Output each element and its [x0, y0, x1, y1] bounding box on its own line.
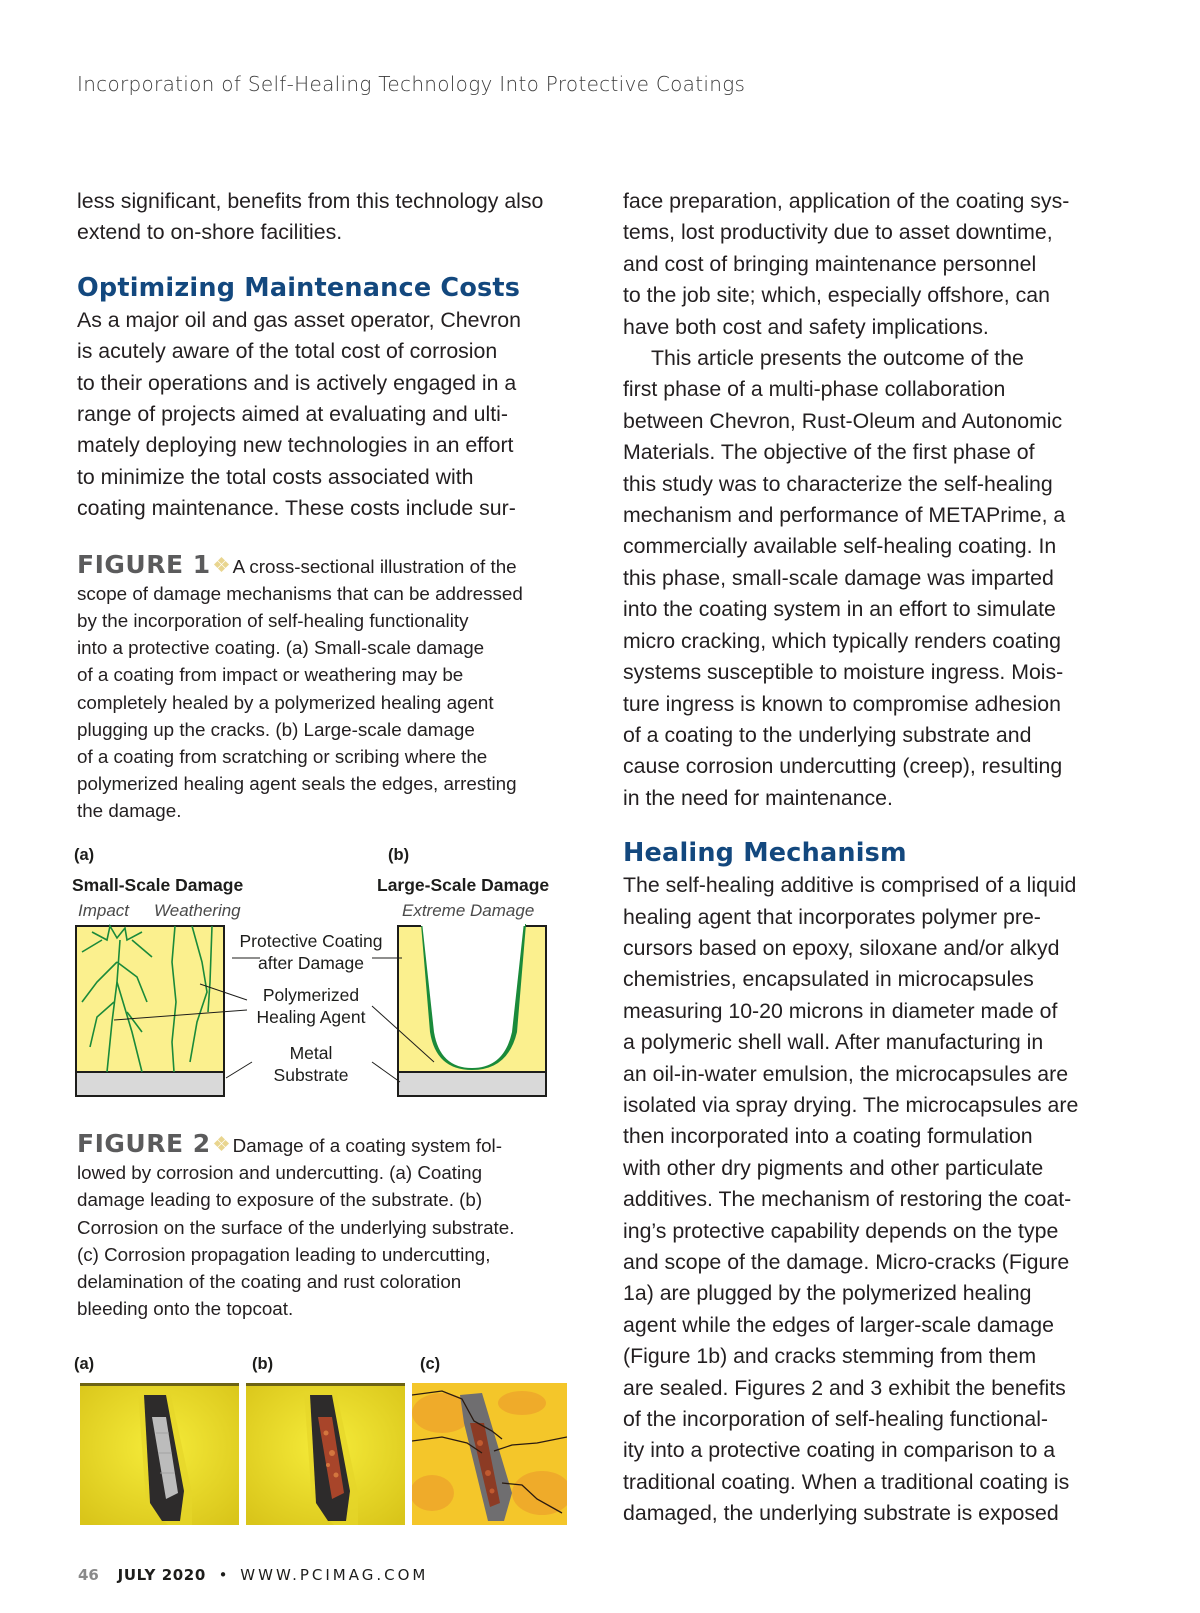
text-line: mately deploying new technologies in an effort: [77, 433, 514, 458]
text-line: and scope of the damage. Micro-cracks (Figure: [623, 1250, 1070, 1274]
text-line: systems susceptible to moisture ingress. Mois-: [623, 660, 1064, 685]
photo-c-letter: (c): [420, 1355, 441, 1373]
figure-1-diagram: [72, 846, 582, 1116]
text-line: in the need for maintenance.: [623, 785, 893, 810]
diamond-ornament-icon: [215, 558, 229, 572]
figure-2-label: FIGURE 2: [77, 1129, 211, 1158]
panel-a-title: Small-Scale Damage: [72, 875, 244, 895]
caption-line: Corrosion on the surface of the underlying substrate.: [77, 1216, 515, 1238]
caption-text: Damage of a coating system fol-: [232, 1135, 502, 1156]
section-heading-optimizing-maintenance-costs: Optimizing Maintenance Costs: [77, 272, 521, 303]
text-line: This article presents the outcome of the: [651, 346, 1024, 371]
caption-line: completely healed by a polymerized healing agent: [77, 691, 494, 713]
text-line: is acutely aware of the total cost of corrosion: [77, 339, 498, 364]
panel-a-letter: (a): [74, 846, 95, 864]
text-line: ity into a protective coating in comparison to a: [623, 1438, 1056, 1463]
caption-line: polymerized healing agent seals the edges, arresting: [77, 773, 517, 795]
caption-line: lowed by corrosion and undercutting. (a) Coating: [77, 1162, 483, 1184]
text-line: range of projects aimed at evaluating and ulti-: [77, 402, 508, 427]
text-line: a polymeric shell wall. After manufacturing in: [623, 1030, 1044, 1055]
text-line: with other dry pigments and other particulate: [623, 1155, 1044, 1180]
figure-2-photos: [72, 1355, 592, 1535]
metal-substrate-label: Metal Substrate: [273, 1043, 349, 1085]
intro-paragraph: [77, 186, 577, 249]
text-line: to minimize the total costs associated with: [77, 464, 474, 489]
text-line: cause corrosion undercutting (creep), resulting: [623, 754, 1063, 779]
right-column: [623, 186, 1128, 1530]
text-line: between Chevron, Rust-Oleum and Autonomic: [623, 408, 1063, 433]
text-line: this study was to characterize the self-healing: [623, 471, 1053, 496]
caption-line: scope of damage mechanisms that can be addressed: [77, 582, 523, 604]
text-line: Materials. The objective of the first phase of: [623, 440, 1035, 465]
panel-b-letter: (b): [388, 846, 410, 864]
caption-text: A cross-sectional illustration of the: [232, 555, 517, 577]
text-line: this phase, small-scale damage was imparted: [623, 565, 1054, 590]
text-line: extend to on-shore facilities.: [77, 220, 343, 245]
text-line: additives. The mechanism of restoring the coat-: [623, 1187, 1072, 1212]
protective-coating-label: Protective Coating after Damage: [239, 931, 383, 973]
text-line: and cost of bringing maintenance personnel: [623, 251, 1037, 276]
text-line: face preparation, application of the coating sys-: [623, 189, 1070, 213]
text-line: of a coating to the underlying substrate and: [623, 722, 1032, 747]
text-line: to the job site; which, especially offshore, can: [623, 283, 1050, 308]
weathering-label: Weathering: [154, 901, 241, 920]
text-line: As a major oil and gas asset operator, Chevron: [77, 307, 521, 332]
section-heading-healing-mechanism: Healing Mechanism: [623, 838, 907, 869]
text-line: isolated via spray drying. The microcapsules are: [623, 1092, 1079, 1117]
diamond-ornament-icon: [215, 1137, 229, 1151]
figure-1-label: FIGURE 1: [77, 549, 211, 579]
caption-line: the damage.: [77, 800, 182, 822]
left-column: [77, 186, 577, 825]
healing-mechanism-paragraph: [623, 870, 1128, 1530]
text-line: less significant, benefits from this technology also: [77, 189, 544, 213]
text-line: of the incorporation of self-healing functional-: [623, 1407, 1049, 1432]
photo-b-letter: (b): [252, 1355, 274, 1373]
text-line: an oil-in-water emulsion, the microcapsules are: [623, 1061, 1069, 1086]
photo-b-surface-corrosion: [246, 1383, 405, 1525]
text-line: cursors based on epoxy, siloxane and/or alkyd: [623, 935, 1060, 960]
caption-line: by the incorporation of self-healing functionality: [77, 610, 469, 632]
caption-line: damage leading to exposure of the substrate. (b): [77, 1189, 483, 1211]
text-line: mechanism and performance of METAPrime, a: [623, 503, 1066, 528]
healing-agent-label: Polymerized Healing Agent: [256, 985, 366, 1027]
panel-b-title: Large-Scale Damage: [377, 875, 550, 895]
footer-separator: •: [218, 1566, 228, 1584]
text-line: agent while the edges of larger-scale damage: [623, 1312, 1054, 1337]
text-line: damaged, the underlying substrate is exposed: [623, 1501, 1059, 1526]
photo-c-undercutting: [412, 1383, 567, 1525]
text-line: have both cost and safety implications.: [623, 314, 989, 339]
website-url: WWW.PCIMAG.COM: [240, 1566, 429, 1584]
maintenance-costs-paragraph: [77, 305, 577, 525]
extreme-damage-label: Extreme Damage: [402, 901, 535, 920]
caption-line: delamination of the coating and rust coloration: [77, 1271, 462, 1293]
caption-line: bleeding onto the topcoat.: [77, 1298, 294, 1320]
page-footer: [78, 1566, 428, 1584]
caption-line: (c) Corrosion propagation leading to undercutting,: [77, 1243, 491, 1265]
text-line: chemistries, encapsulated in microcapsules: [623, 967, 1034, 992]
text-line: traditional coating. When a traditional coating is: [623, 1469, 1070, 1494]
figure-1-caption: [77, 551, 577, 825]
running-head: Incorporation of Self-Healing Technology Into Protective Coatings: [77, 72, 746, 96]
text-line: (Figure 1b) and cracks stemming from them: [623, 1344, 1037, 1369]
caption-line: into a protective coating. (a) Small-scale damage: [77, 637, 485, 659]
text-line: ing’s protective capability depends on the type: [623, 1218, 1059, 1243]
photo-a-letter: (a): [74, 1355, 95, 1373]
article-overview-paragraph: [623, 343, 1128, 814]
text-line: are sealed. Figures 2 and 3 exhibit the benefits: [623, 1375, 1066, 1400]
text-line: to their operations and is actively engaged in a: [77, 370, 517, 395]
text-line: measuring 10-20 microns in diameter made of: [623, 998, 1058, 1023]
page-number: 46: [78, 1566, 99, 1584]
text-line: then incorporated into a coating formulation: [623, 1124, 1033, 1149]
text-line: into the coating system in an effort to simulate: [623, 597, 1056, 622]
caption-line: of a coating from impact or weathering may be: [77, 664, 464, 686]
text-line: commercially available self-healing coating. In: [623, 534, 1057, 559]
figure-2-caption: [77, 1130, 577, 1322]
text-line: healing agent that incorporates polymer pre-: [623, 904, 1041, 929]
caption-line: of a coating from scratching or scribing where the: [77, 746, 488, 768]
text-line: first phase of a multi-phase collaboration: [623, 377, 1006, 402]
text-line: micro cracking, which typically renders coating: [623, 628, 1061, 653]
costs-continued-paragraph: [623, 186, 1128, 343]
text-line: ture ingress is known to compromise adhesion: [623, 691, 1061, 716]
issue-date: JULY 2020: [117, 1566, 206, 1584]
impact-label: Impact: [78, 901, 130, 920]
text-line: tems, lost productivity due to asset downtime,: [623, 220, 1053, 245]
caption-line: plugging up the cracks. (b) Large-scale damage: [77, 718, 475, 740]
text-line: coating maintenance. These costs include sur-: [77, 496, 516, 521]
text-line: The self-healing additive is comprised of a liquid: [623, 873, 1077, 898]
photo-a-coating-damage: [80, 1383, 239, 1525]
text-line: 1a) are plugged by the polymerized healing: [623, 1281, 1032, 1306]
